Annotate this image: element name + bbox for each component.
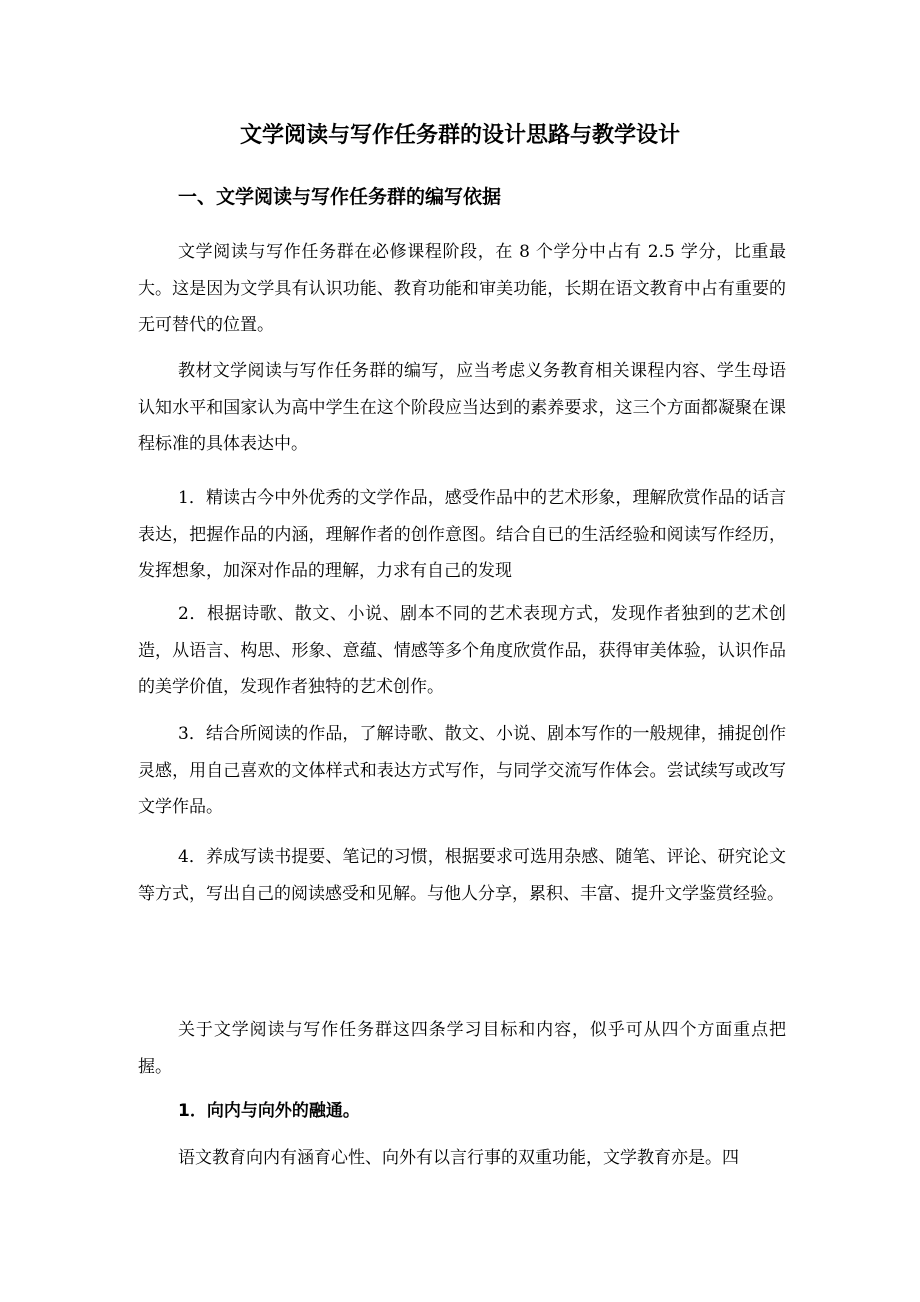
paragraph-goal-1: 1．精读古今中外优秀的文学作品，感受作品中的艺术形象，理解欣赏作品的话言表达，把握作品的内涵，理解作者的创作意图。结合自已的生活经验和阅读写作经历，发挥想象，加深对作品的理解，力求有自己的发现 [138, 488, 786, 581]
paragraph-compilation: 教材文学阅读与写作任务群的编写，应当考虑义务教育相关课程内容、学生母语认知水平和国家认为高中学生在这个阶段应当达到的素养要求，这三个方面都凝聚在课程标准的具体表达中。 [138, 361, 786, 454]
sub-heading: 1．向内与向外的融通。 [178, 1101, 360, 1121]
section-heading: 一、文学阅读与写作任务群的编写依据 [178, 186, 502, 208]
paragraph-goal-3: 3．结合所阅读的作品，了解诗歌、散文、小说、剧本写作的一般规律，捕捉创作灵感，用自己喜欢的文体样式和表达方式写作，与同学交流写作体会。尝试续写或改写文学作品。 [138, 724, 786, 817]
paragraph-summary: 关于文学阅读与写作任务群这四条学习目标和内容，似乎可从四个方面重点把握。 [138, 1020, 786, 1077]
paragraph-goal-4: 4．养成写读书提要、笔记的习惯，根据要求可选用杂感、随笔、评论、研究论文等方式，写出自己的阅读感受和见解。与他人分享，累积、丰富、提升文学鉴赏经验。 [138, 847, 786, 904]
paragraph-intro: 文学阅读与写作任务群在必修课程阶段，在 8 个学分中占有 2.5 学分，比重最大。这是因为文学具有认识功能、教育功能和审美功能，长期在语文教育中占有重要的无可替代的位置。 [138, 242, 786, 335]
document-title: 文学阅读与写作任务群的设计思路与教学设计 [239, 123, 680, 148]
paragraph-goal-2: 2．根据诗歌、散文、小说、剧本不同的艺术表现方式，发现作者独到的艺术创造，从语言、构思、形象、意蕴、情感等多个角度欣赏作品，获得审美体验，认识作品的美学价值，发现作者独特的艺术创作。 [138, 604, 786, 697]
paragraph-last: 语文教育向内有涵育心性、向外有以言行事的双重功能，文学教育亦是。四 [178, 1148, 739, 1168]
